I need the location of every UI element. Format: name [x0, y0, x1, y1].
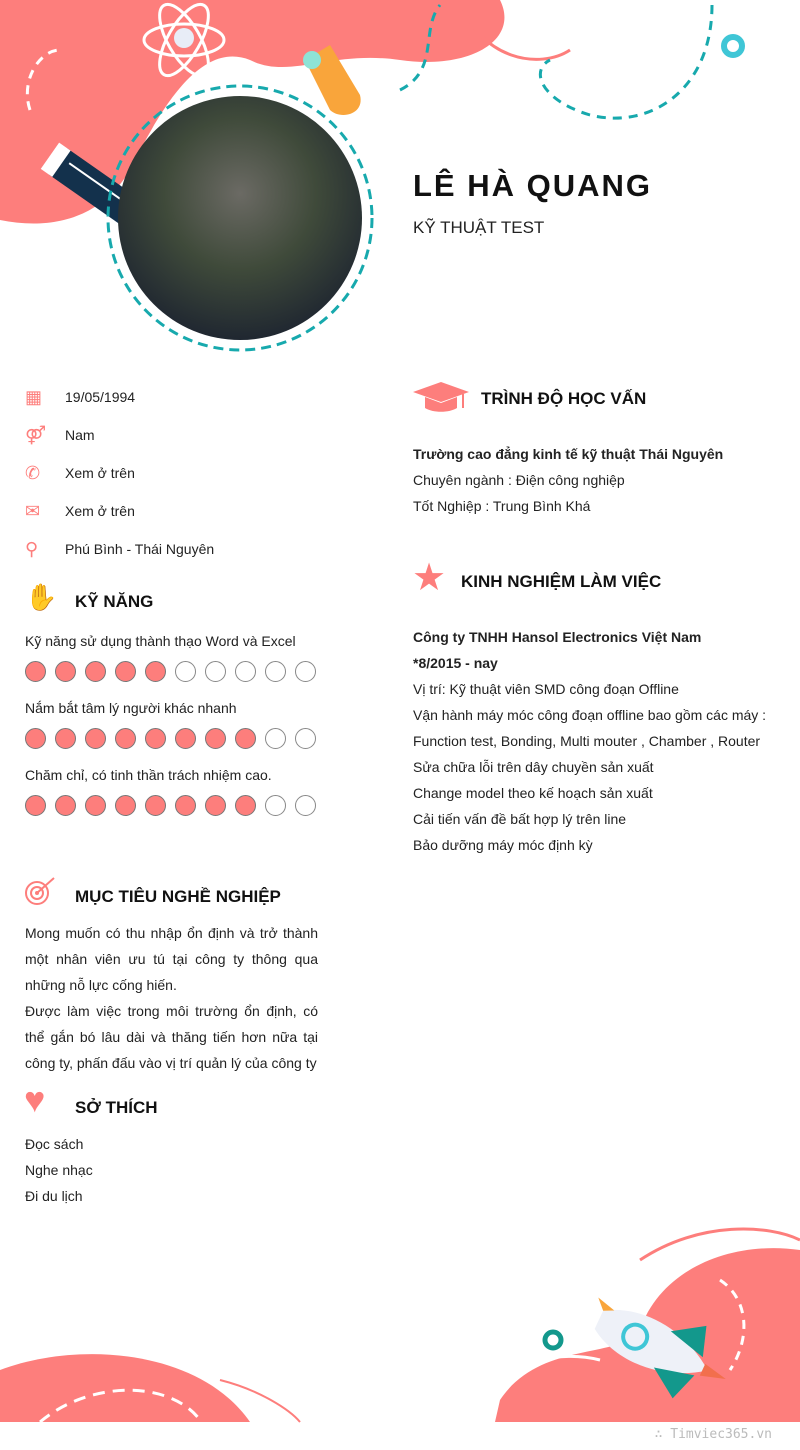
target-icon	[24, 876, 58, 908]
rating-dot-filled	[85, 795, 106, 816]
hobbies-list	[25, 1131, 93, 1209]
contact-address: ⚲ Phú Bình - Thái Nguyên	[25, 538, 215, 559]
candidate-role: KỸ THUẬT TEST	[413, 218, 545, 237]
hobby-item: Đọc sách	[25, 1136, 84, 1152]
watermark: ∴ Timviec365.vn	[654, 1427, 772, 1442]
rating-dot-filled	[55, 728, 76, 749]
calendar-icon: ▦	[25, 386, 43, 407]
objective-title: MỤC TIÊU NGHỀ NGHIỆP	[75, 887, 281, 906]
rating-dot-filled	[205, 728, 226, 749]
rating-dot-filled	[55, 661, 76, 682]
small-ring-icon	[545, 1332, 561, 1348]
rating-dot-empty	[235, 661, 256, 682]
graduation-cap-icon	[413, 380, 469, 414]
rating-dot-filled	[25, 795, 46, 816]
star-icon: ★	[412, 557, 447, 599]
rating-dot-filled	[235, 795, 256, 816]
rating-dot-empty	[295, 728, 316, 749]
rating-dot-empty	[175, 661, 196, 682]
skill-label: Chăm chỉ, có tinh thần trách nhiệm cao.	[25, 767, 272, 783]
rating-dot-filled	[235, 728, 256, 749]
hobby-item: Nghe nhạc	[25, 1162, 93, 1178]
rating-dot-empty	[295, 661, 316, 682]
rating-dot-empty	[265, 795, 286, 816]
bottom-left-blob	[0, 1354, 250, 1422]
rating-dot-filled	[145, 795, 166, 816]
rating-dot-filled	[85, 728, 106, 749]
rating-dot-filled	[115, 728, 136, 749]
rating-dot-filled	[115, 795, 136, 816]
skill-label: Kỹ năng sử dụng thành thạo Word và Excel	[25, 633, 296, 649]
experience-content: Công ty TNHH Hansol Electronics Việt Nam *8/2015 - nay Vị trí: Kỹ thuật viên SMD công đoạn Offline Vận hành máy móc công đoạn offline bao gồm các máy : Function test, Bonding, Multi mouter , Chamber , Router Sửa chữa lỗi trên dây chuyền sản xuất Change model theo kế hoạch sản xuất Cải tiến vấn đề bất hợp lý trên line Bảo dưỡng máy móc định kỳ	[413, 624, 766, 858]
candidate-name: LÊ HÀ QUANG	[413, 168, 652, 203]
hobbies-title: SỞ THÍCH	[75, 1098, 158, 1117]
hobby-item: Đi du lịch	[25, 1188, 83, 1204]
rating-dot-filled	[145, 661, 166, 682]
email-icon: ✉	[25, 500, 41, 521]
education-content: Trường cao đẳng kinh tế kỹ thuật Thái Nguyên Chuyên ngành : Điện công nghiệp Tốt Nghiệp : Trung Bình Khá	[413, 441, 723, 519]
experience-title: KINH NGHIỆM LÀM VIỆC	[461, 572, 662, 591]
rating-dot-filled	[175, 728, 196, 749]
profile-photo	[118, 96, 362, 340]
skill-rating	[25, 661, 325, 682]
skills-title: KỸ NĂNG	[75, 592, 154, 611]
rating-dot-filled	[205, 795, 226, 816]
heart-icon: ♥	[24, 1079, 46, 1120]
rating-dot-filled	[115, 661, 136, 682]
rating-dot-empty	[205, 661, 226, 682]
skill-rating	[25, 728, 325, 749]
school-name: Trường cao đẳng kinh tế kỹ thuật Thái Nguyên	[413, 446, 724, 462]
contact-phone: ✆ Xem ở trên	[25, 462, 135, 483]
hand-icon: ✋	[25, 582, 58, 612]
skill-rating	[25, 795, 325, 816]
work-period: *8/2015 - nay	[413, 655, 498, 671]
skills-list	[25, 633, 325, 834]
phone-icon: ✆	[25, 462, 41, 483]
contact-email: ✉ Xem ở trên	[25, 500, 135, 521]
objective-text: Mong muốn có thu nhập ổn định và trở thành một nhân viên ưu tú tại công ty thông qua những nỗ lực cống hiến. Được làm việc trong môi trường ổn định, có thể gắn bó lâu dài và thăng tiến hơn nữa tại công ty, phấn đấu vào vị trí quản lý của công ty	[25, 925, 318, 1071]
location-icon: ⚲	[25, 538, 39, 559]
skill-label: Nắm bắt tâm lý người khác nhanh	[25, 700, 237, 716]
rating-dot-empty	[295, 795, 316, 816]
rating-dot-filled	[145, 728, 166, 749]
contact-birthdate: ▦ 19/05/1994	[25, 386, 136, 407]
gender-icon: ⚤	[25, 424, 47, 445]
rating-dot-filled	[55, 795, 76, 816]
contact-gender: ⚤ Nam	[25, 424, 95, 445]
contact-info	[25, 378, 325, 568]
rating-dot-filled	[25, 728, 46, 749]
rating-dot-filled	[85, 661, 106, 682]
rating-dot-filled	[25, 661, 46, 682]
rating-dot-empty	[265, 661, 286, 682]
education-title: TRÌNH ĐỘ HỌC VẤN	[481, 389, 647, 408]
rating-dot-empty	[265, 728, 286, 749]
company-name: Công ty TNHH Hansol Electronics Việt Nam	[413, 629, 702, 645]
rating-dot-filled	[175, 795, 196, 816]
ring-icon	[724, 37, 742, 55]
